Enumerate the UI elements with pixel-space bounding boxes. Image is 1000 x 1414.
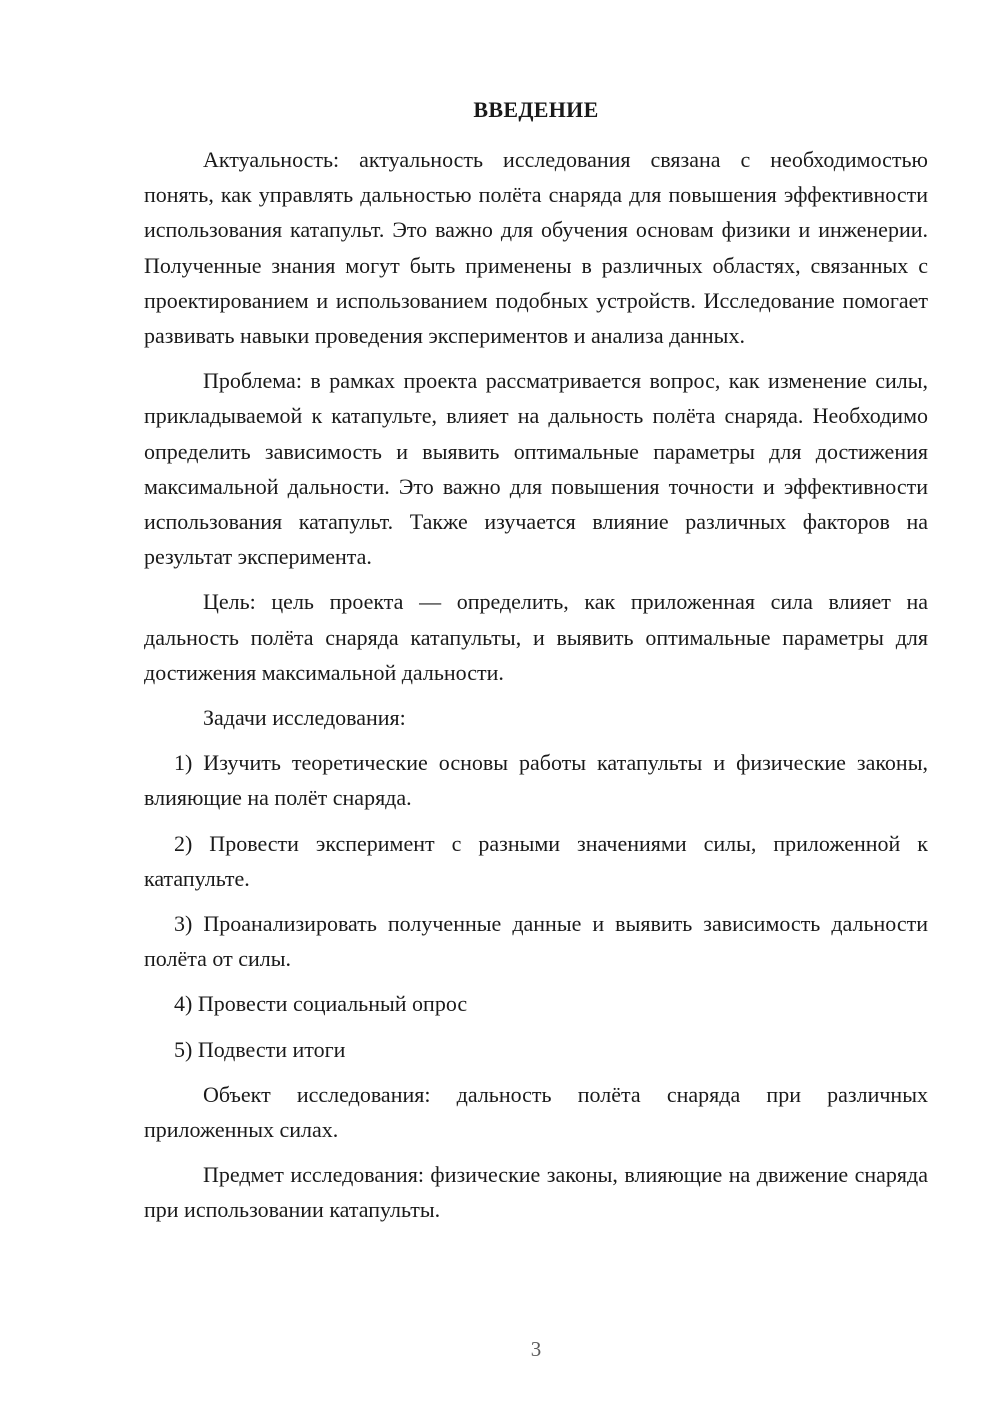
problem-paragraph: Проблема: в рамках проекта рассматривается вопрос, как изменение силы, прикладываемой к катапульте, влияет на дальность полёта снаряда. Необходимо определить зависимость и выявить оптимальные параметры для достижения максимальной дальности. Это важно для повышения точности и эффективности использования катапульт. Также изучается влияние различных факторов на результат эксперимента. [144, 368, 928, 570]
tasks-heading: Задачи исследования: [203, 705, 406, 731]
task-item-3: 3) Проанализировать полученные данные и выявить зависимость дальности полёта от силы. [144, 911, 928, 972]
task-item-1: 1) Изучить теоретические основы работы катапульты и физические законы, влияющие на полёт снаряда. [144, 750, 928, 811]
relevance-paragraph: Актуальность: актуальность исследования связана с необходимостью понять, как управлять дальностью полёта снаряда для повышения эффективности использования катапульт. Это важно для обучения основам физики и инженерии. Полученные знания могут быть применены в различных областях, связанных с проектированием и использованием подобных устройств. Исследование помогает развивать навыки проведения экспериментов и анализа данных. [144, 147, 928, 349]
document-body [144, 142, 928, 1238]
task-item-5: 5) Подвести итоги [174, 1036, 346, 1062]
object-paragraph: Объект исследования: дальность полёта снаряда при различных приложенных силах. [144, 1081, 928, 1143]
task-item-2: 2) Провести эксперимент с разными значениями силы, приложенной к катапульте. [144, 830, 928, 891]
task-item-4: 4) Провести социальный опрос [174, 991, 468, 1017]
subject-paragraph: Предмет исследования: физические законы, влияющие на движение снаряда при использовании катапульты. [144, 1162, 928, 1223]
page-number: 3 [530, 1337, 542, 1361]
goal-paragraph: Цель: цель проекта — определить, как приложенная сила влияет на дальность полёта снаряда катапульты, и выявить оптимальные параметры для достижения максимальной дальности. [144, 589, 928, 685]
section-heading: ВВЕДЕНИЕ [473, 97, 599, 122]
